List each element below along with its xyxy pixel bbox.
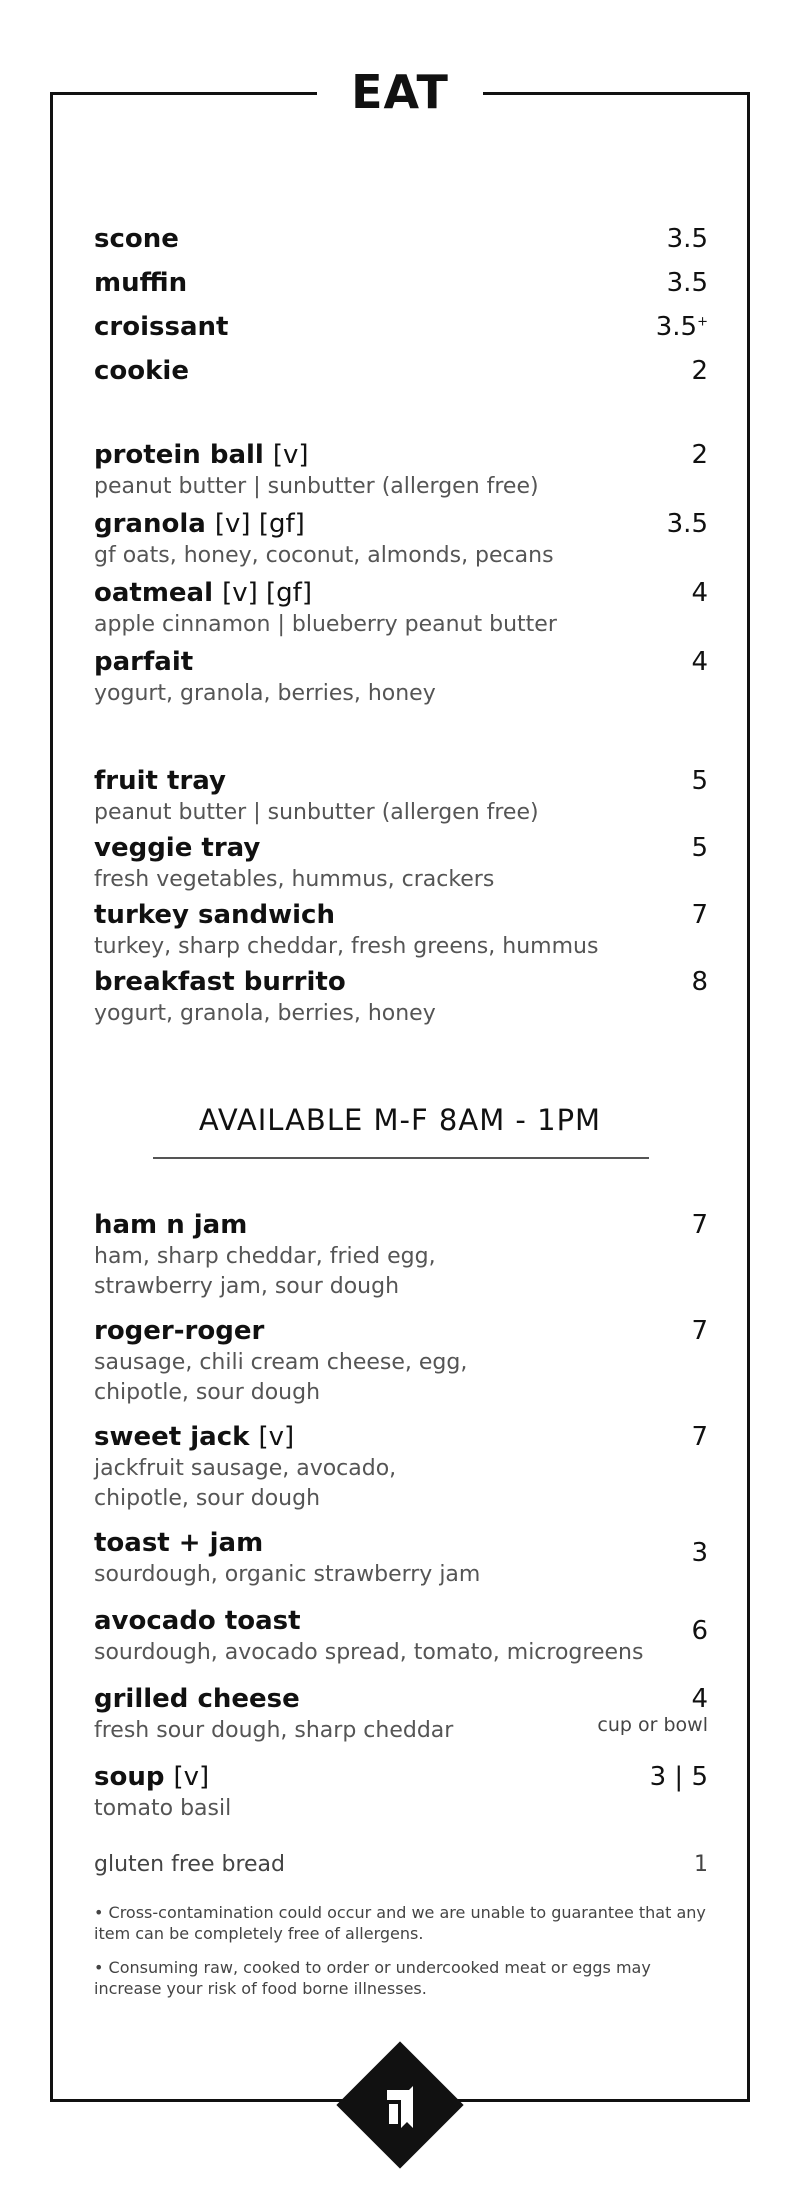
item-description: sourdough, avocado spread, tomato, microgreens xyxy=(94,1640,644,1665)
item-name: oatmeal xyxy=(94,578,214,608)
item-price: 4 xyxy=(691,1684,708,1714)
item-description: tomato basil xyxy=(94,1796,232,1821)
menu-item xyxy=(94,1682,708,1760)
menu-item xyxy=(94,1208,708,1314)
menu-item xyxy=(94,1604,708,1682)
menu-item xyxy=(94,965,708,1032)
item-name: avocado toast xyxy=(94,1606,301,1636)
item-description-line2: chipotle, sour dough xyxy=(94,1486,321,1511)
menu-item xyxy=(94,1314,708,1420)
item-price: 7 xyxy=(691,1422,708,1452)
item-name: breakfast burrito xyxy=(94,967,346,997)
snacks-section xyxy=(94,438,708,714)
menu-item xyxy=(94,576,708,645)
item-price: 3.5 xyxy=(666,509,708,539)
item-price: 2 xyxy=(691,440,708,470)
item-name: soup xyxy=(94,1762,165,1792)
item-description: peanut butter | sunbutter (allergen free) xyxy=(94,474,539,499)
item-description: gf oats, honey, coconut, almonds, pecans xyxy=(94,543,554,568)
menu-item xyxy=(94,354,708,398)
availability-heading: AVAILABLE M-F 8AM - 1PM xyxy=(198,1103,602,1137)
item-price: 3.5 xyxy=(666,268,708,298)
item-name: protein ball xyxy=(94,440,264,470)
item-price: 4 xyxy=(691,578,708,608)
diet-tag: [v] xyxy=(272,440,309,470)
bookmark-logo-icon xyxy=(337,2042,463,2168)
item-price: 1 xyxy=(694,1852,708,1877)
item-name: granola xyxy=(94,509,206,539)
item-price: 5 xyxy=(691,766,708,796)
item-description-line2: strawberry jam, sour dough xyxy=(94,1274,400,1299)
menu-item xyxy=(94,1420,708,1526)
availability-divider xyxy=(153,1157,649,1159)
item-description: sourdough, organic strawberry jam xyxy=(94,1562,481,1587)
item-name: turkey sandwich xyxy=(94,900,335,930)
menu-item xyxy=(94,831,708,898)
menu-item xyxy=(94,764,708,831)
item-description: apple cinnamon | blueberry peanut butter xyxy=(94,612,557,637)
bakery-section xyxy=(94,222,708,398)
item-name: parfait xyxy=(94,647,194,677)
item-name: grilled cheese xyxy=(94,1684,300,1714)
item-description: yogurt, granola, berries, honey xyxy=(94,1001,436,1026)
menu-item xyxy=(94,438,708,507)
item-description: ham, sharp cheddar, fried egg, xyxy=(94,1244,436,1269)
note-raw-food: • Consuming raw, cooked to order or undercooked meat or eggs may increase your risk of food borne illnesses. xyxy=(94,1958,651,1998)
item-price: 6 xyxy=(691,1616,708,1646)
page-title: EAT xyxy=(317,62,483,122)
title-bar xyxy=(0,62,800,122)
price-plus: + xyxy=(697,314,708,330)
gluten-free-bread-row xyxy=(94,1850,708,1880)
hot-section xyxy=(94,1208,708,1880)
menu-item xyxy=(94,310,708,354)
item-price: 7 xyxy=(691,1316,708,1346)
item-name: scone xyxy=(94,224,179,254)
item-description: jackfruit sausage, avocado, xyxy=(94,1456,397,1481)
item-description-line2: chipotle, sour dough xyxy=(94,1380,321,1405)
item-description: sausage, chili cream cheese, egg, xyxy=(94,1350,468,1375)
item-price: 7 xyxy=(691,900,708,930)
menu-item xyxy=(94,222,708,266)
item-price: 3.5+ xyxy=(655,312,708,342)
item-price: 3 xyxy=(691,1538,708,1568)
item-price: 2 xyxy=(691,356,708,386)
item-name: roger-roger xyxy=(94,1316,265,1346)
item-price: 5 xyxy=(691,833,708,863)
item-price: 8 xyxy=(691,967,708,997)
item-description: peanut butter | sunbutter (allergen free) xyxy=(94,800,539,825)
item-price: 3.5 xyxy=(666,224,708,254)
menu-item xyxy=(94,645,708,714)
item-name: sweet jack xyxy=(94,1422,250,1452)
item-description: fresh sour dough, sharp cheddar xyxy=(94,1718,454,1743)
item-name: muffin xyxy=(94,268,188,298)
menu-item xyxy=(94,1760,708,1850)
item-name: gluten free bread xyxy=(94,1852,285,1877)
item-name: ham n jam xyxy=(94,1210,248,1240)
diet-tag: [v] [gf] xyxy=(214,509,305,539)
trays-section xyxy=(94,764,708,1032)
item-price: 3 | 5 xyxy=(649,1762,708,1792)
item-name: fruit tray xyxy=(94,766,226,796)
item-name: croissant xyxy=(94,312,229,342)
diet-tag: [v] xyxy=(258,1422,295,1452)
menu-item xyxy=(94,1526,708,1604)
menu-item xyxy=(94,266,708,310)
diet-tag: [v] xyxy=(173,1762,210,1792)
item-description: turkey, sharp cheddar, fresh greens, hummus xyxy=(94,934,599,959)
item-name: cookie xyxy=(94,356,189,386)
item-price: 4 xyxy=(691,647,708,677)
diet-tag: [v] [gf] xyxy=(222,578,312,608)
note-cross-contamination: • Cross-contamination could occur and we are unable to guarantee that any item can be completely free of allergens. xyxy=(94,1903,706,1943)
item-name: toast + jam xyxy=(94,1528,264,1558)
logo-badge xyxy=(337,2042,463,2168)
menu-item xyxy=(94,898,708,965)
item-name: veggie tray xyxy=(94,833,261,863)
allergen-notes xyxy=(94,1902,708,2012)
item-description: fresh vegetables, hummus, crackers xyxy=(94,867,495,892)
item-description: yogurt, granola, berries, honey xyxy=(94,681,436,706)
item-price: 7 xyxy=(691,1210,708,1240)
price-note: cup or bowl xyxy=(597,1714,708,1736)
menu-item xyxy=(94,507,708,576)
